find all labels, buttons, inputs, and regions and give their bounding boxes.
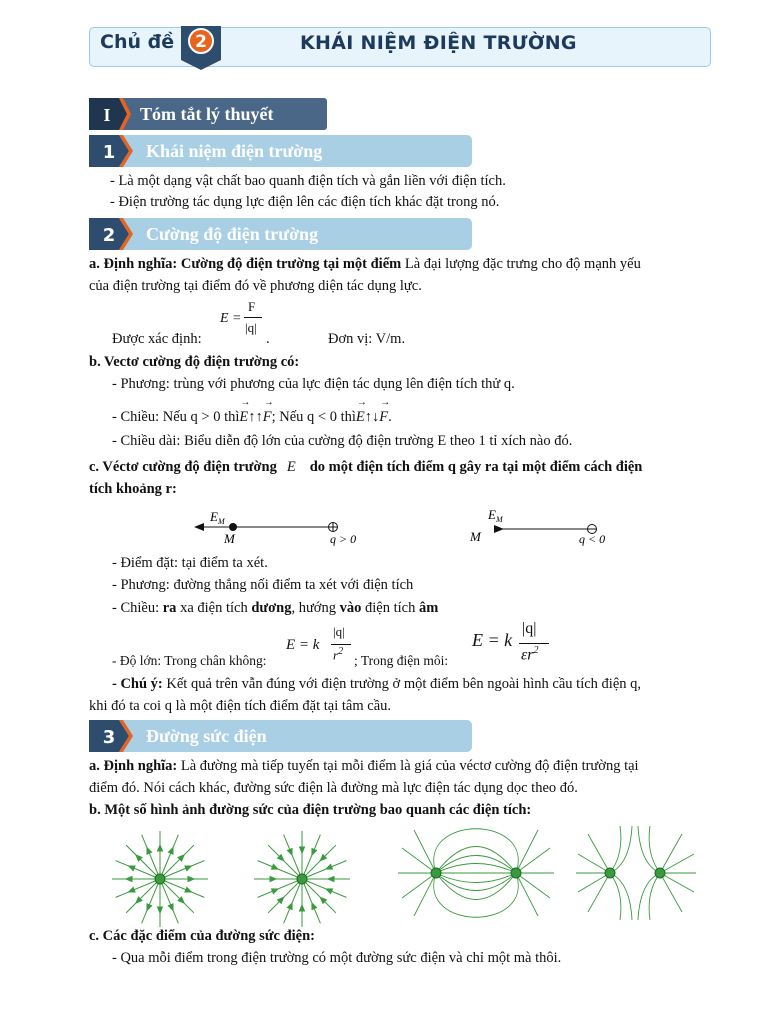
field-line-arrow	[287, 903, 292, 910]
section-3-title: Đường sức điện	[146, 726, 267, 746]
field-line-arrow	[168, 904, 173, 911]
field-line-arrow	[147, 904, 152, 911]
field-line-arrow	[129, 887, 135, 892]
field-line-arrow	[185, 866, 191, 871]
s2-c3: - Chiều: ra xa điện tích dương, hướng vào điện tích âm	[112, 600, 439, 616]
formula-vacuum-num: |q|	[333, 624, 345, 639]
formula-dielectric-den: $\varepsilon r^2$	[521, 645, 539, 664]
field-line-arrow	[168, 848, 173, 855]
svg-text:M: M	[224, 531, 235, 546]
defined-label: Được xác định:	[112, 331, 202, 347]
field-lines-like-charges-image	[574, 824, 698, 922]
field-line-arrow	[300, 847, 305, 853]
unit-label: Đơn vị: V/m.	[328, 331, 406, 347]
topic-label: Chủ đề	[100, 31, 175, 53]
s3-c-title: c. Các đặc điểm của đường sức điện:	[89, 928, 316, 944]
s1-line-2: - Điện trường tác dụng lực điện lên các điện tích khác đặt trong nó.	[110, 194, 500, 210]
s2-def-line-1: a. Định nghĩa: Cường độ điện trường tại một điểm Là đại lượng đặc trưng cho độ mạnh yếu	[89, 256, 641, 272]
s2-def-line-2: của điện trường tại điểm đó về phương diện tác dụng lực.	[89, 278, 422, 294]
field-line	[268, 879, 302, 913]
svg-text:M: M	[218, 517, 225, 526]
field-lines-dipole-image	[396, 824, 556, 922]
formula-vacuum-lhs: E = k	[286, 637, 320, 653]
svg-text:E: E	[488, 507, 496, 522]
field-line-arrow	[158, 907, 163, 913]
field-line-arrow	[271, 864, 277, 869]
s2-c-title-2: tích khoảng r:	[89, 481, 177, 497]
field-line-arrow	[326, 889, 332, 894]
formula-dielectric-num: |q|	[522, 620, 537, 637]
s2-b2: - Chiều: Nếu q > 0 thì → E↑↑ → F; Nếu q < 0 thì → E↑↓ → F.	[112, 397, 392, 425]
magnitude-mid: ; Trong điện môi:	[354, 653, 449, 668]
section-3-badge	[89, 720, 133, 752]
field-lines-positive-image	[108, 827, 212, 931]
formula-vacuum-den: $r^2$	[333, 646, 344, 663]
section-1-badge	[89, 135, 133, 167]
field-vector-positive-diagram	[190, 505, 370, 549]
field-line	[126, 879, 160, 913]
field-line	[302, 879, 336, 913]
s2-b-title: b. Vectơ cường độ điện trường có:	[89, 354, 300, 370]
s3-def-line-2: điểm đó. Nói cách khác, đường sức điện là đường mà lực điện tác dụng dọc theo đó.	[89, 780, 578, 796]
formula-dielectric-lhs: E = k	[472, 630, 513, 650]
field-line-arrow	[312, 903, 317, 910]
field-line	[268, 845, 302, 879]
field-line	[302, 845, 336, 879]
svg-text:3: 3	[102, 727, 116, 748]
svg-text:1: 1	[102, 142, 116, 163]
field-line-arrow	[188, 877, 194, 882]
field-line	[160, 845, 194, 879]
s2-c-title-1: c. Véctơ cường độ điện trường E do một điện tích điểm q gây ra tại một điểm cách điện	[89, 459, 643, 475]
field-line-arrow	[326, 864, 332, 869]
formula-e-lhs: E =	[220, 311, 242, 326]
field-line	[160, 879, 194, 913]
field-line-arrow	[270, 877, 276, 882]
formula-vacuum-bar	[331, 644, 351, 645]
s3-b-title: b. Một số hình ảnh đường sức của điện trường bao quanh các điện tích:	[89, 802, 532, 818]
field-line-arrow	[129, 866, 135, 871]
s2-b3: - Chiều dài: Biểu diễn độ lớn của cường độ điện trường E theo 1 tỉ xích nào đó.	[112, 433, 573, 449]
section-1-title: Khái niệm điện trường	[146, 141, 323, 161]
field-line-arrow	[158, 845, 163, 851]
s2-c2: - Phương: đường thẳng nối điểm ta xét với điện tích	[112, 577, 414, 593]
field-line-arrow	[312, 848, 317, 855]
svg-text:2: 2	[102, 225, 116, 246]
topic-title: KHÁI NIỆM ĐIỆN TRƯỜNG	[300, 32, 577, 54]
field-line-arrow	[287, 848, 292, 855]
svg-text:E: E	[210, 509, 218, 524]
s1-line-1: - Là một dạng vật chất bao quanh điện tích và gắn liền với điện tích.	[110, 173, 506, 189]
s3-c1: - Qua mỗi điểm trong điện trường có một đường sức điện và chỉ một mà thôi.	[112, 950, 562, 966]
field-line	[126, 845, 160, 879]
svg-text:q > 0: q > 0	[330, 532, 357, 546]
svg-text:M: M	[470, 529, 481, 544]
note-line-1: - Chú ý: Kết quả trên vẫn đúng với điện trường ở một điểm bên ngoài hình cầu tích điện q,	[112, 676, 642, 692]
magnitude-label: - Độ lớn: Trong chân không:	[112, 653, 267, 668]
s2-c1: - Điểm đặt: tại điểm ta xét.	[112, 555, 268, 571]
field-vector-negative-diagram	[466, 505, 626, 549]
section-2-badge	[89, 218, 133, 250]
formula-e-den: |q|	[245, 320, 257, 335]
field-lines-negative-image	[250, 827, 354, 931]
formula-dielectric-bar	[519, 643, 549, 644]
field-line-arrow	[271, 889, 277, 894]
svg-text:q < 0: q < 0	[579, 532, 606, 546]
field-line-arrow	[126, 877, 132, 882]
note-line-2: khi đó ta coi q là một điện tích điểm đặt tại tâm cầu.	[89, 698, 392, 714]
formula-e-bar	[244, 317, 262, 318]
field-line-arrow	[147, 848, 152, 855]
formula-period: .	[266, 331, 270, 347]
formula-e-num: F	[248, 299, 256, 314]
section-I-title: Tóm tắt lý thuyết	[140, 104, 274, 124]
section-2-title: Cường độ điện trường	[146, 224, 319, 244]
section-I-roman: I	[103, 105, 111, 125]
svg-text:M: M	[496, 515, 503, 524]
field-line-arrow	[328, 877, 334, 882]
s2-b1: - Phương: trùng với phương của lực điện tác dụng lên điện tích thử q.	[112, 376, 515, 392]
topic-number-badge	[181, 26, 221, 70]
s3-def-line-1: a. Định nghĩa: Là đường mà tiếp tuyến tại mỗi điểm là giá của véctơ cường độ điện trường tại	[89, 758, 639, 774]
field-line-arrow	[300, 905, 305, 911]
field-line-arrow	[185, 887, 191, 892]
topic-number: 2	[195, 32, 207, 52]
